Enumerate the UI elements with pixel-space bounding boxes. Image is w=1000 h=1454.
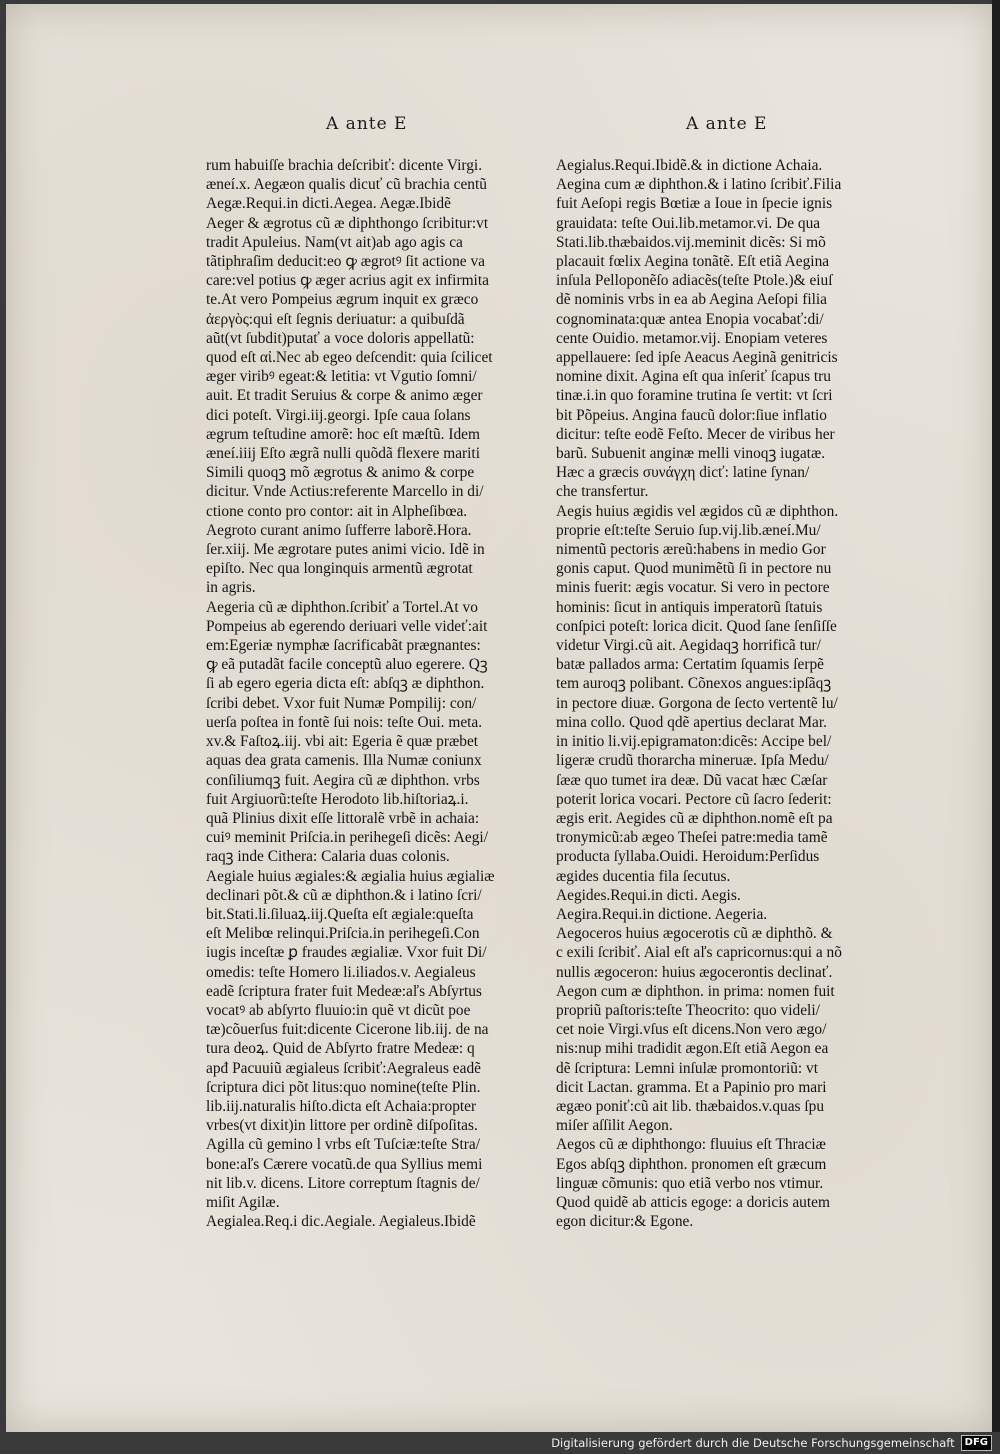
text-line: ægæo poniť:cũ ait lib. thæbaidos.v.quas ſpu	[556, 1097, 825, 1115]
text-line: bone:aľs Cærere vocatũ.de qua Syllius memi	[206, 1155, 483, 1173]
text-line: Aegialea.Req.i dic.Aegiale. Aegialeus.Ibidẽ	[206, 1213, 476, 1231]
text-line: nit lib.v. dicens. Litore correptum ſtagnis de/	[206, 1174, 480, 1192]
text-line: em:Egeriæ nymphæ ſacrificabãt prægnantes:	[206, 637, 481, 655]
text-line: gonis caput. Quod munimẽtũ ſi in pectore nu	[556, 560, 832, 578]
text-line: Aegina cum æ diphthon.& i latino ſcribiť.Filia	[556, 176, 842, 194]
text-line: ſcriptura dici põt litus:quo nomine(teſte Plin.	[206, 1078, 481, 1096]
text-line: miſer aſſilit Aegon.	[556, 1117, 673, 1135]
text-line: tæ)cõuerſus fuit:dicente Cicerone lib.iij. de na	[206, 1021, 489, 1039]
text-line: proprie eſt:teſte Seruio ſup.vij.lib.æneí.Mu/	[556, 521, 821, 539]
text-line: Pompeius ab egerendo deriuari velle videť:ait	[206, 617, 488, 635]
running-head-right: A ante E	[686, 114, 768, 134]
text-line: Aegroto curant animo ſufferre laborẽ.Hora.	[206, 521, 472, 539]
footer-bar	[0, 1432, 1000, 1454]
text-line: dẽ nominis vrbs in ea ab Aegina Aeſopi filia	[556, 291, 827, 309]
text-line: dicitur. Vnde Actius:referente Marcello in di/	[206, 483, 484, 501]
text-line: raqꝫ inde Cithera: Calaria duas colonis.	[206, 848, 450, 866]
text-line: Hæc a græcis συνάγχη dicť: latine ſynan/	[556, 464, 810, 482]
text-line: ægides ducentia fila ſecutus.	[556, 867, 731, 885]
text-line: quod eſt αἰ.Nec ab egeo deſcendit: quia ſcilicet	[206, 349, 493, 367]
text-line: lib.iij.naturalis hiſto.dicta eſt Achaia:propter	[206, 1097, 477, 1115]
text-line: tradit Apuleius. Nam(vt ait)ab ago agis ca	[206, 233, 463, 251]
text-line: c exili ſcribiť. Aial eſt aľs capricornus:qui a nõ	[556, 944, 842, 962]
scan-edge-right	[992, 0, 1000, 1432]
text-line: Aegira.Requi.in dictione. Aegeria.	[556, 905, 768, 923]
text-line: æger viribꝰ egeat:& letitia: vt Vgutio ſomni/	[206, 368, 477, 386]
text-line: apđ Pacuuiũ ægialeus ſcribiť:Aegraleus eadẽ	[206, 1059, 481, 1077]
text-line: in agris.	[206, 579, 256, 597]
text-line: conſiliumqꝫ fuit. Aegira cũ æ diphthon. vrbs	[206, 771, 480, 789]
text-line: fuit Aeſopi regis Bœtiæ a Ioue in ſpecie ignis	[556, 195, 833, 213]
text-line: tronymicũ:ab ægeo Theſei patre:media tamẽ	[556, 829, 828, 847]
text-line: uerſa poſtea in fontẽ ſui nois: teſte Oui. meta.	[206, 713, 483, 731]
text-line: epiſto. Nec qua longinquis armentũ ægrotat	[206, 560, 473, 578]
text-line: dici poteſt. Virgi.iij.georgi. Ipſe caua ſolans	[206, 406, 471, 424]
text-line: nomine dixit. Agina eſt qua inſeriť ſcapus tru	[556, 368, 832, 386]
text-line: Agilla cũ gemino l vrbs eſt Tuſciæ:teſte Stra/	[206, 1136, 481, 1154]
text-line: nullis ægoceron: huius ægocerontis declinať.	[556, 963, 833, 981]
text-line: che transfertur.	[556, 483, 649, 501]
text-line: tem auroqꝫ polibant. Cõnexos angues:ipſãqꝫ	[556, 675, 832, 693]
text-line: Aegialus.Requi.Ibidẽ.& in dictione Achaia.	[556, 157, 823, 174]
text-line: eadẽ ſcriptura frater fuit Medeæ:aľs Abſyrtus	[206, 982, 482, 1000]
text-line: ἀεργὸς:qui eſt ſegnis deriuatur: a quibuſdã	[206, 310, 465, 328]
dfg-logo: DFG	[961, 1435, 992, 1451]
text-line: dicitur: teſte eodẽ Feſto. Mecer de viribus her	[556, 425, 835, 443]
text-line: inſula Pelloponẽſo adiacẽs(teſte Ptole.)& eiuſ	[556, 272, 833, 290]
text-line: Aegeria cũ æ diphthon.ſcribiť a Tortel.At vo	[206, 598, 478, 616]
text-line: Aegos cũ æ diphthongo: fluuius eſt Thraciæ	[556, 1136, 826, 1154]
text-line: ligeræ crudũ thorarcha mineruæ. Ipſa Medu/	[556, 752, 829, 770]
text-line: Aegiale huius ægiales:& ægialia huius ægialiæ	[206, 867, 495, 885]
text-line: omedis: teſte Homero li.iliados.v. Aegialeus	[206, 963, 476, 981]
text-line: ſi ab egero egeria dicta eſt: abſqꝫ æ diphthon.	[206, 675, 485, 693]
text-line: linguæ cõmunis: quo etiã verbo nos vtimur.	[556, 1174, 824, 1192]
text-line: mina collo. Quod qdẽ apertius declarat Mar.	[556, 713, 827, 731]
text-line: tura deoꝝ. Quid de Abſyrto fratre Medeæ: q	[206, 1040, 475, 1058]
text-line: propriũ paſtoris:teſte Theocrito: quo videli/	[556, 1001, 820, 1019]
text-line: Quod quidẽ ab atticis egoge: a doricis autem	[556, 1193, 830, 1211]
text-line: conſpici poteſt: lorica dicit. Quod ſane ſenſiſſe	[556, 617, 837, 635]
text-line: vocatꝰ ab abſyrto fluuio:in quẽ vt dicũt poe	[206, 1001, 471, 1019]
text-line: ægrum teſtudine amorẽ: hoc eſt mæſtũ. Idem	[206, 425, 480, 443]
text-line: videtur Virgi.cũ ait. Aegidaqꝫ horrificã tur/	[556, 637, 821, 655]
text-line: tinæ.i.in quo foramine trutina ſe vertit: vt ſcri	[556, 387, 833, 405]
text-line: ctione conto pro contor: ait in Alpheſibœa.	[206, 502, 468, 520]
text-line: æneí.x. Aegæon qualis dicuť cũ brachia centũ	[206, 176, 487, 194]
text-line: ſer.xiij. Me ægrotare putes animi vicio. Idẽ in	[206, 541, 485, 559]
text-line: ægis erit. Aegides cũ æ diphthon.nomẽ eſt pa	[556, 809, 833, 827]
running-head-left: A ante E	[326, 114, 408, 134]
text-line: in initio li.vij.epigramaton:dicẽs: Accipe bel/	[556, 733, 832, 751]
text-line: placauit fœlix Aegina tonãtẽ. Eſt etiã Aegina	[556, 253, 830, 271]
text-line: cente Ouidio. metamor.vij. Enopiam veteres	[556, 329, 828, 347]
footer-credit: Digitalisierung gefördert durch die Deutsche Forschungsgemeinschaft	[551, 1436, 955, 1450]
text-line: bit.Stati.li.ſiluaꝝ.iij.Queſta eſt ægiale:queſta	[206, 905, 474, 923]
text-line: eſt Melibœ relinqui.Priſcia.in perihegeſi.Con	[206, 925, 480, 943]
text-line: Aegis huius ægidis vel ægidos cũ æ diphthon.	[556, 502, 839, 520]
text-line: xv.& Faſtoꝝ.iij. vbi ait: Egeria ẽ quæ præbet	[206, 733, 479, 751]
text-line: in pectore diuæ. Gorgona de ſecto vertentẽ lu/	[556, 694, 838, 712]
text-line: bit Põpeius. Angina faucũ dolor:ſiue inflatio	[556, 406, 828, 424]
text-line: producta ſyllaba.Ouidi. Heroidum:Perſidus	[556, 848, 820, 866]
text-line: dicit Lactan. gramma. Et a Papinio pro mari	[556, 1078, 827, 1096]
text-line: nis:nup mihi tradidit ægon.Eſt etiã Aegon ea	[556, 1040, 829, 1058]
text-line: Stati.lib.thæbaidos.vij.meminit dicẽs: Si mõ	[556, 233, 826, 251]
text-line: poterit lorica vocari. Pectore cũ ſacro ſederit:	[556, 790, 832, 808]
text-line: quã Plinius dixit eſſe littoralẽ vrbẽ in achaia:	[206, 809, 480, 827]
text-line: fuit Argiuorũ:teſte Herodoto lib.hiſtoriaꝝ.i.	[206, 790, 469, 808]
text-line: Aegæ.Requi.in dicti.Aegea. Aegæ.Ibidẽ	[206, 195, 451, 213]
text-line: Egos abſqꝫ diphthon. pronomen eſt græcum	[556, 1155, 827, 1173]
text-line: rum habuiſſe brachia deſcribiť: dicente Virgi.	[206, 157, 483, 174]
right-column	[556, 156, 901, 1231]
text-line: minis fuerit: ægis vocatur. Si vero in pectore	[556, 579, 830, 597]
text-line: auit. Et tradit Seruius & corpe & animo æger	[206, 387, 483, 405]
text-line: te.At vero Pompeius ægrum inquit ex græco	[206, 291, 479, 309]
text-line: iugis inceſtæ ꝑ fraudes ægialiæ. Vxor fuit Di/	[206, 944, 487, 962]
text-line: dẽ ſcriptura: Lemni inſulæ promontoriũ: vt	[556, 1059, 819, 1077]
text-line: cet noie Virgi.vſus eſt dicens.Non vero ægo/	[556, 1021, 827, 1039]
text-line: grauidata: teſte Oui.lib.metamor.vi. De qua	[556, 214, 821, 232]
text-line: aquas dea grata camenis. Illa Numæ coniunx	[206, 752, 482, 770]
text-line: æneí.iiij Eſto ægrã nulli quõdã flexere mariti	[206, 445, 480, 463]
text-line: batæ pallados arma: Certatim ſquamis ſerpẽ	[556, 656, 824, 674]
text-line: hominis: ſicut in antiquis imperatorũ ſtatuis	[556, 598, 823, 616]
text-line: cognominata:quæ antea Enopia vocabať:di/	[556, 310, 824, 328]
text-line: cuiꝰ meminit Priſcia.in perihegeſi dicẽs: Aegi/	[206, 829, 488, 847]
text-line: Aegoceros huius ægocerotis cũ æ diphthõ. &	[556, 925, 833, 943]
text-line: ſææ quo tumet ira deæ. Dũ vacat hæc Cæſar	[556, 771, 828, 789]
left-column	[206, 156, 551, 1231]
text-line: ꝙ eã putadãt facile conceptũ aluo egerere. Qꝫ	[206, 656, 488, 674]
text-line: barũ. Subuenit anginæ melli vinoqꝫ iugatæ.	[556, 445, 826, 463]
text-line: Aeger & ægrotus cũ æ diphthongo ſcribitur:vt	[206, 214, 489, 232]
text-line: Aegon cum æ diphthon. in prima: nomen fuit	[556, 982, 835, 1000]
text-line: miſit Agilæ.	[206, 1193, 280, 1211]
text-line: care:vel potius ꝙ æger acrius agit ex infirmita	[206, 272, 489, 290]
text-line: declinari põt.& cũ æ diphthon.& i latino ſcri/	[206, 886, 482, 904]
text-line: nimentũ pectoris æreũ:habens in medio Gor	[556, 541, 826, 559]
text-line: Simili quoqꝫ mõ ægrotus & animo & corpe	[206, 464, 475, 482]
book-page	[6, 4, 994, 1432]
text-line: tãtiphraſim deducit:eo ꝙ ægrotꝰ ſit actione va	[206, 253, 486, 271]
text-line: Aegides.Requi.in dicti. Aegis.	[556, 886, 741, 904]
text-line: egon dicitur:& Egone.	[556, 1213, 694, 1231]
text-line: aũt(vt ſubdit)putať a voce doloris appellatũ:	[206, 329, 475, 347]
text-line: ſcribi debet. Vxor fuit Numæ Pompilij: con/	[206, 694, 477, 712]
text-line: vrbes(vt dixit)in littore per ordinẽ diſpoſitas.	[206, 1117, 478, 1135]
text-line: appellauere: ſed ipſe Aeacus Aeginã genitricis	[556, 349, 838, 367]
